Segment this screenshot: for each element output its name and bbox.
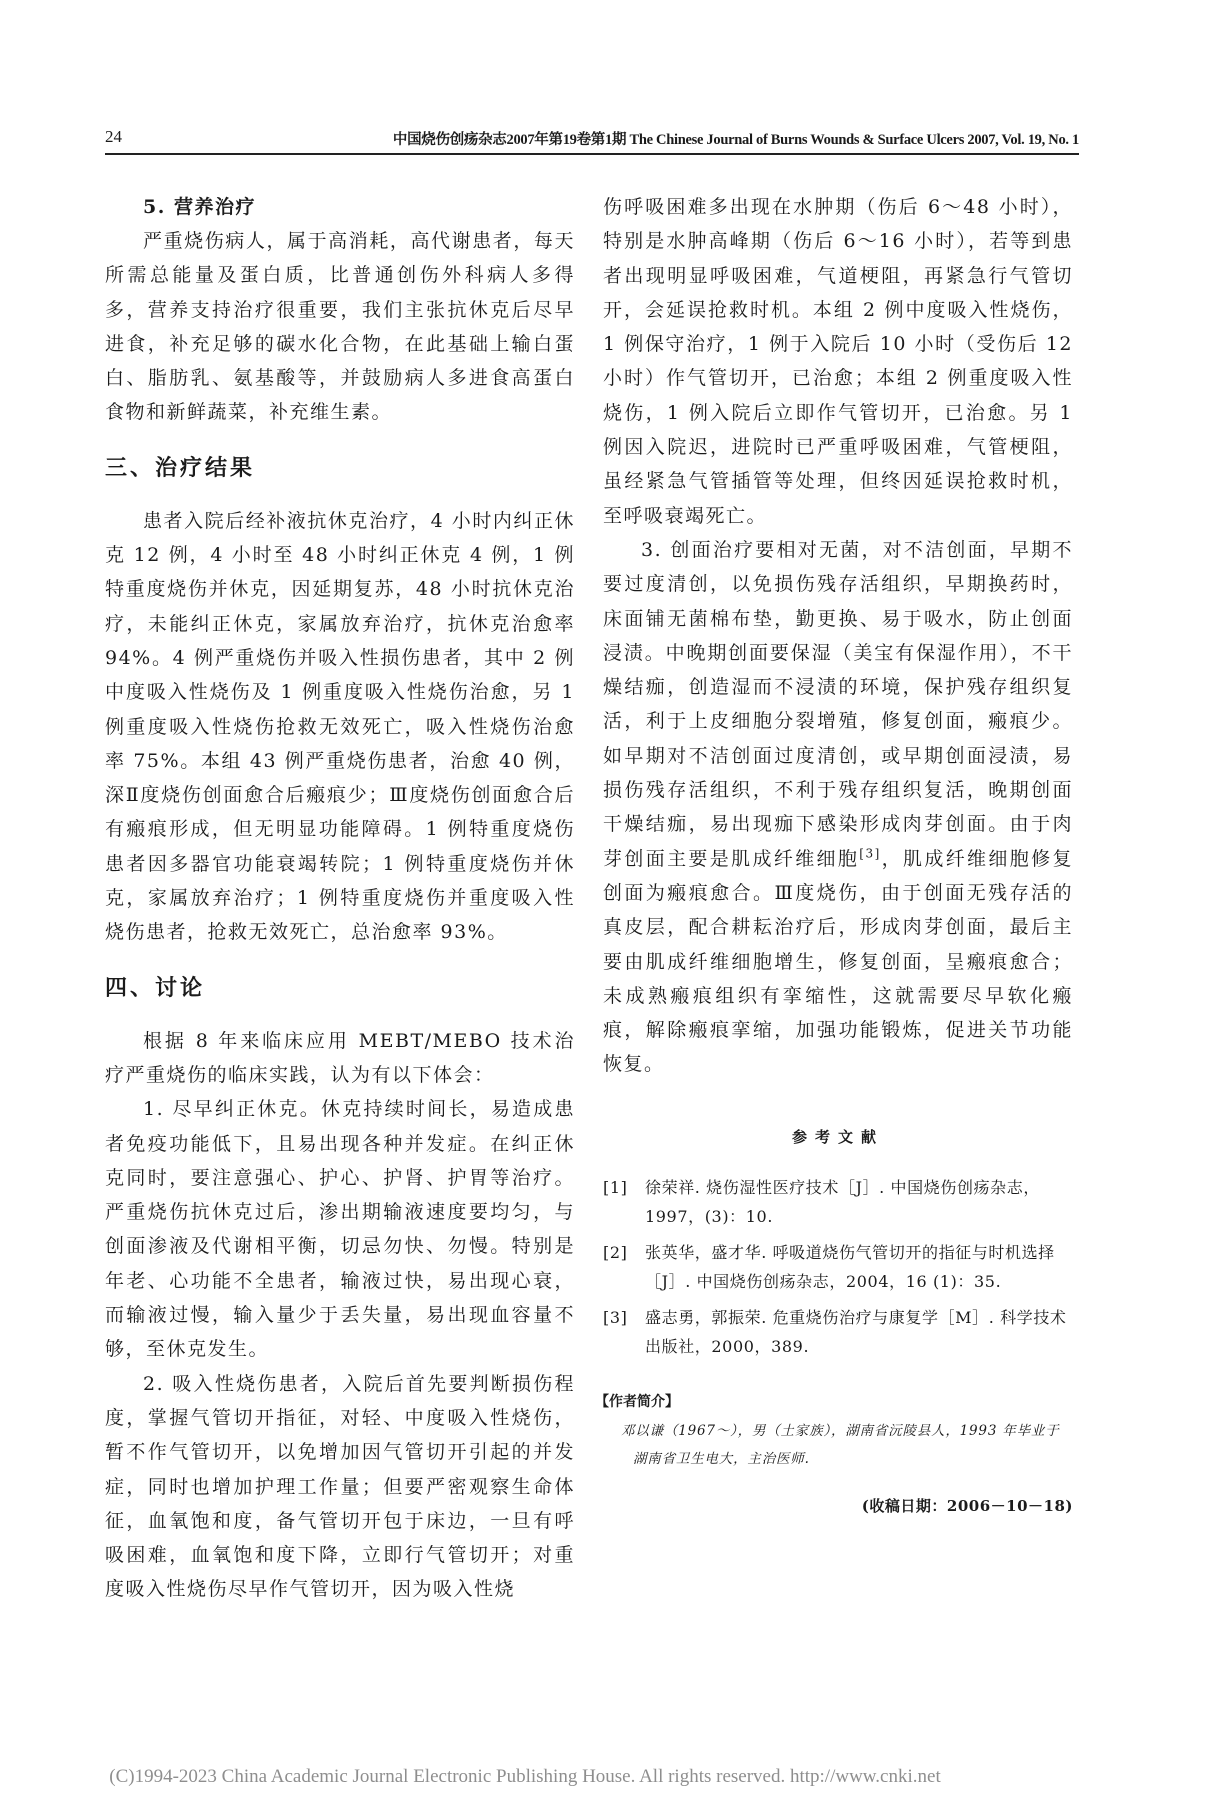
reference-text: 盛志勇，郭振荣. 危重烧伤治疗与康复学［M］. 科学技术出版社，2000，389. [645, 1307, 1067, 1356]
received-date: (收稿日期：2006－10－18) [861, 1496, 1073, 1515]
reference-item [603, 1303, 1073, 1361]
point-3-text-a: 3. 创面治疗要相对无菌，对不洁创面，早期不要过度清创，以免损伤残存活组织，早期换药时，床面铺无菌棉布垫，勤更换、易于吸水，防止创面浸渍。中晚期创面要保湿（美宝有保湿作用），不干燥结痂，创造湿而不浸渍的环境，保护残存组织复活，利于上皮细胞分裂增殖，修复创面，瘢痕少。如早期对不洁创面过度清创，或早期创面浸渍，易损伤残存活组织，不利于残存组织复活，晚期创面干燥结痂，易出现痂下感染形成肉芽创面。由于肉芽创面主要是肌成纤维细胞 [603, 538, 1073, 870]
discussion-point-3 [603, 533, 1073, 1082]
reference-item [603, 1173, 1073, 1231]
page-number: 24 [105, 127, 122, 146]
point-3-text-b: ，肌成纤维细胞修复创面为瘢痕愈合。Ⅲ度烧伤，由于创面无残存活的真皮层，配合耕耘治疗后，形成肉芽创面，最后主要由肌成纤维细胞增生，修复创面，呈瘢痕愈合；未成熟瘢痕组织有挛缩性，这就需要尽早软化瘢痕，解除瘢痕挛缩，加强功能锻炼，促进关节功能恢复。 [603, 847, 1073, 1076]
results-paragraph: 患者入院后经补液抗休克治疗，4 小时内纠正休克 12 例，4 小时至 48 小时纠正休克 4 例，1 例特重度烧伤并休克，因延期复苏，48 小时抗休克治疗，未能纠正休克，家属放弃治疗，抗休克治愈率 94%。4 例严重烧伤并吸入性损伤患者，其中 2 例中度吸入性烧伤及 1 例重度吸入性烧伤治愈，另 1 例重度吸入性烧伤抢救无效死亡，吸入性烧伤治愈率 75%。本组 43 例严重烧伤患者，治愈 40 例，深Ⅱ度烧伤创面愈合后瘢痕少；Ⅲ度烧伤创面愈合后有瘢痕形成，但无明显功能障碍。1 例特重度烧伤患者因多器官功能衰竭转院；1 例特重度烧伤并休克，家属放弃治疗；1 例特重度烧伤并重度吸入性烧伤患者，抢救无效死亡，总治愈率 93%。 [105, 509, 575, 944]
discussion-point-2-end: 伤呼吸困难多出现在水肿期（伤后 6～48 小时），特别是水肿高峰期（伤后 6～16 小时），若等到患者出现明显呼吸困难，气道梗阻，再紧急行气管切开，会延误抢救时机。本组 2 例中度吸入性烧伤，1 例保守治疗，1 例于入院后 10 小时（受伤后 12 小时）作气管切开，已治愈；本组 2 例重度吸入性烧伤，1 例入院后立即作气管切开，已治愈。另 1 例因入院迟，进院时已严重呼吸困难，气管梗阻，虽经紧急气管插管等处理，但终因延误抢救时机，至呼吸衰竭死亡。 [603, 196, 1073, 527]
reference-number: [3] [603, 1307, 628, 1327]
discussion-point-2-start: 2. 吸入性烧伤患者，入院后首先要判断损伤程度，掌握气管切开指征，对轻、中度吸入性烧伤，暂不作气管切开，以免增加因气管切开引起的并发症，同时也增加护理工作量；但要严密观察生命体征，血氧饱和度，备气管切开包于床边，一旦有呼吸困难，血氧饱和度下降，立即行气管切开；对重度吸入性烧伤尽早作气管切开，因为吸入性烧 [105, 1372, 575, 1601]
reference-number: [1] [603, 1177, 628, 1197]
author-intro-text: 邓以谦（1967～），男（土家族），湖南省沅陵县人，1993 年毕业于湖南省卫生电大，主治医师. [621, 1422, 1060, 1467]
reference-number: [2] [603, 1242, 628, 1262]
discussion-point-1: 1. 尽早纠正休克。休克持续时间长，易造成患者免疫功能低下，且易出现各种并发症。在纠正休克同时，要注意强心、护心、护肾、护胃等治疗。严重烧伤抗休克过后，渗出期输液速度要均匀，与创面渗液及代谢相平衡，切忌勿快、勿慢。特别是年老、心功能不全患者，输液过快，易出现心衰，而输液过慢，输入量少于丢失量，易出现血容量不够，至休克发生。 [105, 1098, 575, 1361]
left-column [105, 190, 575, 1607]
reference-item [603, 1238, 1073, 1296]
reference-text: 徐荣祥. 烧伤湿性医疗技术［J］. 中国烧伤创疡杂志，1997，(3)：10. [645, 1177, 1040, 1226]
right-column [595, 190, 1073, 1516]
discussion-heading: 四、讨论 [105, 974, 206, 1001]
nutrition-paragraph: 严重烧伤病人，属于高消耗，高代谢患者，每天所需总能量及蛋白质，比普通创伤外科病人多得多，营养支持治疗很重要，我们主张抗休克后尽早进食，补充足够的碳水化合物，在此基础上输白蛋白、脂肪乳、氨基酸等，并鼓励病人多进食高蛋白食物和新鲜蔬菜，补充维生素。 [105, 230, 575, 424]
running-header [105, 127, 1079, 155]
references-title: 参考文献 [791, 1127, 884, 1146]
results-heading: 三、治疗结果 [105, 454, 256, 481]
discussion-intro: 根据 8 年来临床应用 MEBT/MEBO 技术治疗严重烧伤的临床实践，认为有以下体会： [105, 1029, 575, 1086]
reference-text: 张英华，盛才华. 呼吸道烧伤气管切开的指征与时机选择［J］. 中国烧伤创疡杂志，2004，16 (1)：35. [645, 1242, 1055, 1291]
nutrition-heading: 5. 营养治疗 [143, 196, 256, 218]
reference-list [603, 1173, 1073, 1361]
copyright-notice: (C)1994-2023 China Academic Journal Electronic Publishing House. All rights reserved. http://www.cnki.net [109, 1766, 941, 1787]
author-intro-heading: 【作者简介】 [595, 1393, 679, 1410]
journal-citation-line: 中国烧伤创疡杂志2007年第19卷第1期 The Chinese Journal of Burns Wounds & Surface Ulcers 2007, Vol. 19, No. 1 [392, 132, 1079, 148]
citation-3-link[interactable]: [3] [859, 846, 881, 861]
